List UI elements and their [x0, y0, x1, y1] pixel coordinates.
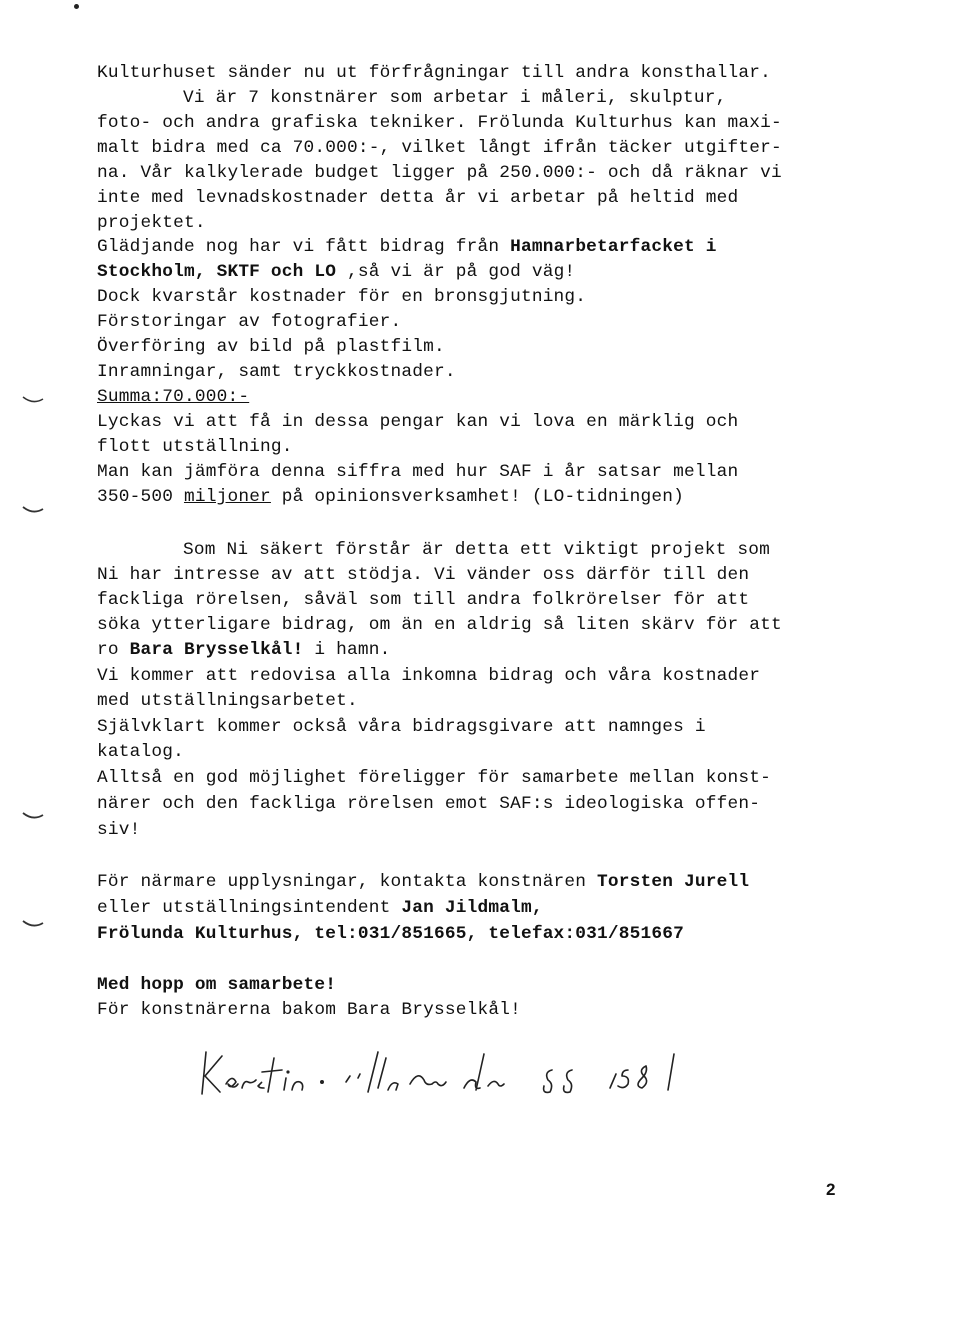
text-line: [97, 870, 749, 895]
text-line: katalog.: [97, 742, 184, 762]
text-line: Lyckas vi att få in dessa pengar kan vi lova en märklig och: [97, 412, 739, 432]
text-line: Inramningar, samt tryckkostnader.: [97, 362, 456, 382]
text-line: söka ytterligare bidrag, om än en aldrig så liten skärv för att: [97, 615, 782, 635]
text-run: ,så vi är på god väg!: [336, 262, 576, 282]
bold-run: Jan Jildmalm,: [401, 898, 543, 918]
margin-mark: [22, 920, 44, 928]
text-line: foto- och andra grafiska tekniker. Frölunda Kulturhus kan maxi-: [97, 113, 782, 133]
text-run: 350-500: [97, 487, 184, 507]
text-line: inte med levnadskostnader detta år vi arbetar på heltid med: [97, 188, 739, 208]
text-line: siv!: [97, 820, 141, 840]
text-line: närer och den fackliga rörelsen emot SAF:s ideologiska offen-: [97, 794, 761, 814]
text-line: Vi är 7 konstnärer som arbetar i måleri, skulptur,: [183, 88, 727, 108]
text-line: malt bidra med ca 70.000:-, vilket långt ifrån täcker utgifter-: [97, 138, 782, 158]
text-line: Överföring av bild på plastfilm.: [97, 337, 445, 357]
text-line: [97, 896, 543, 921]
text-line: Kulturhuset sänder nu ut förfrågningar till andra konsthallar.: [97, 63, 771, 83]
text-line: Vi kommer att redovisa alla inkomna bidrag och våra kostnader: [97, 666, 761, 686]
page-number: 2: [826, 1180, 836, 1199]
text-line: Förstoringar av fotografier.: [97, 312, 402, 332]
bold-run: Torsten Jurell: [597, 872, 750, 892]
text-line: [97, 638, 391, 663]
text-line: flott utställning.: [97, 437, 293, 457]
bold-run: Bara Brysselkål!: [129, 640, 304, 660]
text-line: Dock kvarstår kostnader för en bronsgjutning.: [97, 287, 587, 307]
text-run: För närmare upplysningar, kontakta konstnären: [97, 872, 598, 892]
text-line: med utställningsarbetet.: [97, 691, 358, 711]
text-line: Man kan jämföra denna siffra med hur SAF i år satsar mellan: [97, 462, 739, 482]
bold-run: Stockholm, SKTF och LO: [97, 262, 337, 282]
closing-line: För konstnärerna bakom Bara Brysselkål!: [97, 1000, 521, 1020]
text-line: [97, 485, 684, 510]
text-run: i hamn.: [303, 640, 391, 660]
text-line: Självklart kommer också våra bidragsgivare att namnges i: [97, 717, 706, 737]
text-line: [97, 260, 575, 285]
text-line: projektet.: [97, 213, 206, 233]
text-line: fackliga rörelsen, såväl som till andra folkrörelser för att: [97, 590, 750, 610]
text-line: Ni har intresse av att stödja. Vi vänder oss därför till den: [97, 565, 750, 585]
text-run: Glädjande nog har vi fått bidrag från: [97, 237, 511, 257]
margin-mark: [22, 396, 44, 404]
speck-mark: [74, 4, 79, 9]
underlined-run: miljoner: [183, 487, 271, 507]
text-line: Som Ni säkert förstår är detta ett viktigt projekt som: [183, 540, 771, 560]
text-line: na. Vår kalkylerade budget ligger på 250.000:- och då räknar vi: [97, 163, 782, 183]
margin-mark: [22, 812, 44, 820]
handwritten-signature: [196, 1044, 696, 1104]
bold-run: Hamnarbetarfacket i: [510, 237, 717, 257]
margin-mark: [22, 506, 44, 514]
text-run: ro: [97, 640, 130, 660]
contact-line: Frölunda Kulturhus, tel:031/851665, telefax:031/851667: [97, 924, 685, 944]
closing-line: Med hopp om samarbete!: [97, 975, 337, 995]
text-line: [97, 235, 717, 260]
summa-line: Summa:70.000:-: [97, 387, 250, 407]
text-line: Alltså en god möjlighet föreligger för samarbete mellan konst-: [97, 768, 771, 788]
text-run: på opinionsverksamhet! (LO-tidningen): [270, 487, 685, 507]
text-run: eller utställningsintendent: [97, 898, 402, 918]
